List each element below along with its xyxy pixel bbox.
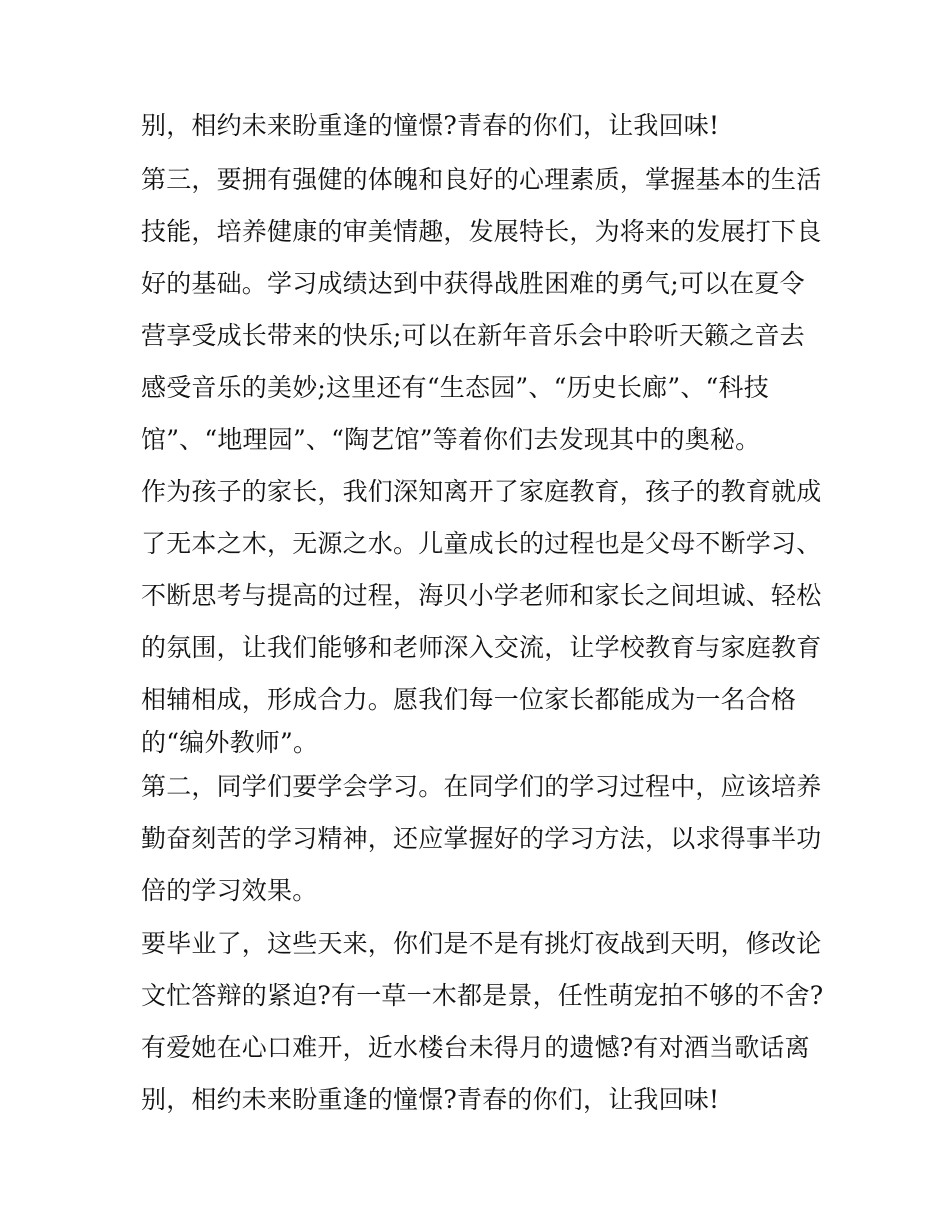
text-line: 第三，要拥有强健的体魄和良好的心理素质，掌握基本的生活 xyxy=(141,165,822,194)
text-line: 要毕业了，这些天来，你们是不是有挑灯夜战到天明，修改论 xyxy=(141,929,822,958)
text-line: 好的基础。学习成绩达到中获得战胜困难的勇气;可以在夏令 xyxy=(141,269,805,298)
text-line: 文忙答辩的紧迫?有一草一木都是景，任性萌宠拍不够的不舍? xyxy=(141,981,824,1010)
text-line: 作为孩子的家长，我们深知离开了家庭教育，孩子的教育就成 xyxy=(141,477,822,506)
text-line: 别，相约未来盼重逢的憧憬?青春的你们，让我回味! xyxy=(141,1085,720,1114)
text-line: 的氛围，让我们能够和老师深入交流，让学校教育与家庭教育 xyxy=(141,633,822,662)
text-line: 有爱她在心口难开，近水楼台未得月的遗憾?有对酒当歌话离 xyxy=(141,1033,810,1062)
text-line: 第二，同学们要学会学习。在同学们的学习过程中，应该培养 xyxy=(141,772,822,801)
text-line: 技能，培养健康的审美情趣，发展特长，为将来的发展打下良 xyxy=(141,217,822,246)
text-line: 的“编外教师”。 xyxy=(141,728,319,757)
text-line: 相辅相成，形成合力。愿我们每一位家长都能成为一名合格 xyxy=(141,685,797,714)
text-line: 了无本之木，无源之水。儿童成长的过程也是父母不断学习、 xyxy=(141,529,822,558)
text-line: 感受音乐的美妙;这里还有“生态园”、“历史长廊”、“科技 xyxy=(141,373,769,402)
text-line: 馆”、“地理园”、“陶艺馆”等着你们去发现其中的奥秘。 xyxy=(141,425,761,454)
text-line: 勤奋刻苦的学习精神，还应掌握好的学习方法，以求得事半功 xyxy=(141,824,822,853)
text-line: 别，相约未来盼重逢的憧憬?青春的你们，让我回味! xyxy=(141,111,720,140)
text-line: 营享受成长带来的快乐;可以在新年音乐会中聆听天籁之音去 xyxy=(141,321,805,350)
text-line: 倍的学习效果。 xyxy=(141,876,318,905)
text-line: 不断思考与提高的过程，海贝小学老师和家长之间坦诚、轻松 xyxy=(141,581,822,610)
